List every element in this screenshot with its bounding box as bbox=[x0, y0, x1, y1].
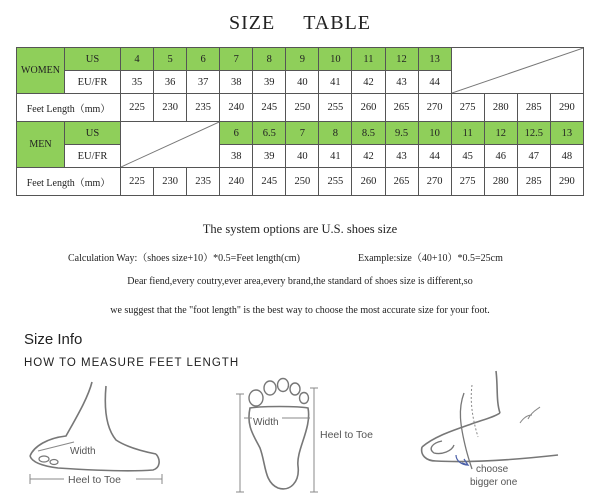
women-eu-cell: 39 bbox=[253, 71, 286, 94]
men-us-cell: 8.5 bbox=[352, 122, 385, 145]
women-us-cell: 4 bbox=[121, 48, 154, 71]
men-eu-row bbox=[17, 145, 584, 168]
feet-cell: 240 bbox=[220, 168, 253, 196]
men-eu-cell: 48 bbox=[550, 145, 583, 168]
men-feet-row bbox=[17, 168, 584, 196]
title-word-size: SIZE bbox=[228, 12, 276, 34]
men-label: MEN bbox=[17, 122, 65, 168]
men-us-cell: 6.5 bbox=[253, 122, 286, 145]
men-eu-cell: 39 bbox=[253, 145, 286, 168]
women-us-cell: 10 bbox=[319, 48, 352, 71]
feet-cell: 250 bbox=[286, 168, 319, 196]
feet-cell: 245 bbox=[253, 168, 286, 196]
men-us-cell: 11 bbox=[451, 122, 484, 145]
women-us-cell: 8 bbox=[253, 48, 286, 71]
women-us-label: US bbox=[65, 48, 121, 71]
top-foot-illustration bbox=[232, 374, 382, 499]
calculation-example: Example:size（40+10）*0.5=25cm bbox=[358, 253, 503, 264]
feet-cell: 285 bbox=[517, 168, 550, 196]
women-feet-row bbox=[17, 94, 584, 122]
feet-cell: 285 bbox=[517, 94, 550, 122]
men-us-cell: 8 bbox=[319, 122, 352, 145]
women-empty-diagonal bbox=[451, 48, 583, 94]
feet-cell: 255 bbox=[319, 94, 352, 122]
size-table bbox=[16, 47, 584, 196]
women-eu-cell: 41 bbox=[319, 71, 352, 94]
feet-cell: 265 bbox=[385, 168, 418, 196]
side-foot-illustration bbox=[18, 378, 178, 493]
bigger-one-label: bigger one bbox=[470, 477, 518, 488]
men-us-cell: 12 bbox=[484, 122, 517, 145]
men-eu-label: EU/FR bbox=[65, 145, 121, 168]
women-eu-cell: 44 bbox=[418, 71, 451, 94]
feet-cell: 270 bbox=[418, 94, 451, 122]
women-us-row bbox=[17, 48, 584, 71]
men-eu-cell: 44 bbox=[418, 145, 451, 168]
feet-cell: 245 bbox=[253, 94, 286, 122]
feet-cell: 240 bbox=[220, 94, 253, 122]
title-word-table: TABLE bbox=[303, 12, 372, 34]
how-to-measure-heading: HOW TO MEASURE FEET LENGTH bbox=[24, 357, 240, 369]
feet-cell: 280 bbox=[484, 168, 517, 196]
choose-label: choose bbox=[476, 464, 509, 475]
feet-cell: 290 bbox=[550, 94, 583, 122]
women-us-cell: 12 bbox=[385, 48, 418, 71]
men-eu-cell: 42 bbox=[352, 145, 385, 168]
feet-length-label: Feet Length（mm） bbox=[17, 168, 121, 196]
women-us-cell: 6 bbox=[187, 48, 220, 71]
options-note: The system options are U.S. shoes size bbox=[202, 222, 398, 236]
size-info-heading: Size Info bbox=[24, 331, 83, 348]
men-eu-cell: 40 bbox=[286, 145, 319, 168]
men-eu-cell: 45 bbox=[451, 145, 484, 168]
feet-cell: 270 bbox=[418, 168, 451, 196]
toe-measure-illustration bbox=[412, 365, 587, 490]
men-us-label: US bbox=[65, 122, 121, 145]
feet-cell: 260 bbox=[352, 168, 385, 196]
suggest-note: we suggest that the "foot length" is the best way to choose the most accurate size for your foot. bbox=[110, 305, 490, 316]
women-us-cell: 7 bbox=[220, 48, 253, 71]
feet-length-label: Feet Length（mm） bbox=[17, 94, 121, 122]
feet-cell: 260 bbox=[352, 94, 385, 122]
feet-cell: 275 bbox=[451, 168, 484, 196]
men-eu-cell: 38 bbox=[220, 145, 253, 168]
women-eu-label: EU/FR bbox=[65, 71, 121, 94]
feet-cell: 230 bbox=[154, 94, 187, 122]
men-eu-cell: 43 bbox=[385, 145, 418, 168]
feet-cell: 275 bbox=[451, 94, 484, 122]
side-width-label: Width bbox=[70, 446, 96, 457]
calculation-way: Calculation Way:（shoes size+10）*0.5=Feet length(cm) bbox=[68, 253, 300, 264]
dear-note: Dear fiend,every coutry,ever area,every brand,the standard of shoes size is different,so bbox=[127, 276, 473, 287]
women-eu-cell: 38 bbox=[220, 71, 253, 94]
women-eu-cell: 36 bbox=[154, 71, 187, 94]
women-label: WOMEN bbox=[17, 48, 65, 94]
feet-cell: 225 bbox=[121, 168, 154, 196]
men-us-cell: 6 bbox=[220, 122, 253, 145]
men-us-cell: 10 bbox=[418, 122, 451, 145]
women-eu-cell: 35 bbox=[121, 71, 154, 94]
feet-cell: 280 bbox=[484, 94, 517, 122]
women-eu-cell: 43 bbox=[385, 71, 418, 94]
men-empty-diagonal bbox=[121, 122, 220, 168]
feet-cell: 265 bbox=[385, 94, 418, 122]
top-heel-to-toe-label: Heel to Toe bbox=[320, 429, 373, 441]
feet-cell: 235 bbox=[187, 168, 220, 196]
size-table-title bbox=[0, 12, 600, 35]
men-us-cell: 7 bbox=[286, 122, 319, 145]
men-us-cell: 9.5 bbox=[385, 122, 418, 145]
feet-cell: 255 bbox=[319, 168, 352, 196]
feet-cell: 290 bbox=[550, 168, 583, 196]
top-width-label: Width bbox=[253, 417, 279, 428]
women-us-cell: 13 bbox=[418, 48, 451, 71]
men-us-row bbox=[17, 122, 584, 145]
women-eu-cell: 42 bbox=[352, 71, 385, 94]
men-eu-cell: 46 bbox=[484, 145, 517, 168]
men-us-cell: 13 bbox=[550, 122, 583, 145]
feet-cell: 250 bbox=[286, 94, 319, 122]
women-eu-cell: 37 bbox=[187, 71, 220, 94]
women-eu-cell: 40 bbox=[286, 71, 319, 94]
men-eu-cell: 47 bbox=[517, 145, 550, 168]
men-eu-cell: 41 bbox=[319, 145, 352, 168]
side-heel-to-toe-label: Heel to Toe bbox=[68, 474, 121, 486]
men-us-cell: 12.5 bbox=[517, 122, 550, 145]
women-us-cell: 9 bbox=[286, 48, 319, 71]
women-us-cell: 5 bbox=[154, 48, 187, 71]
feet-cell: 235 bbox=[187, 94, 220, 122]
feet-cell: 230 bbox=[154, 168, 187, 196]
women-us-cell: 11 bbox=[352, 48, 385, 71]
feet-cell: 225 bbox=[121, 94, 154, 122]
